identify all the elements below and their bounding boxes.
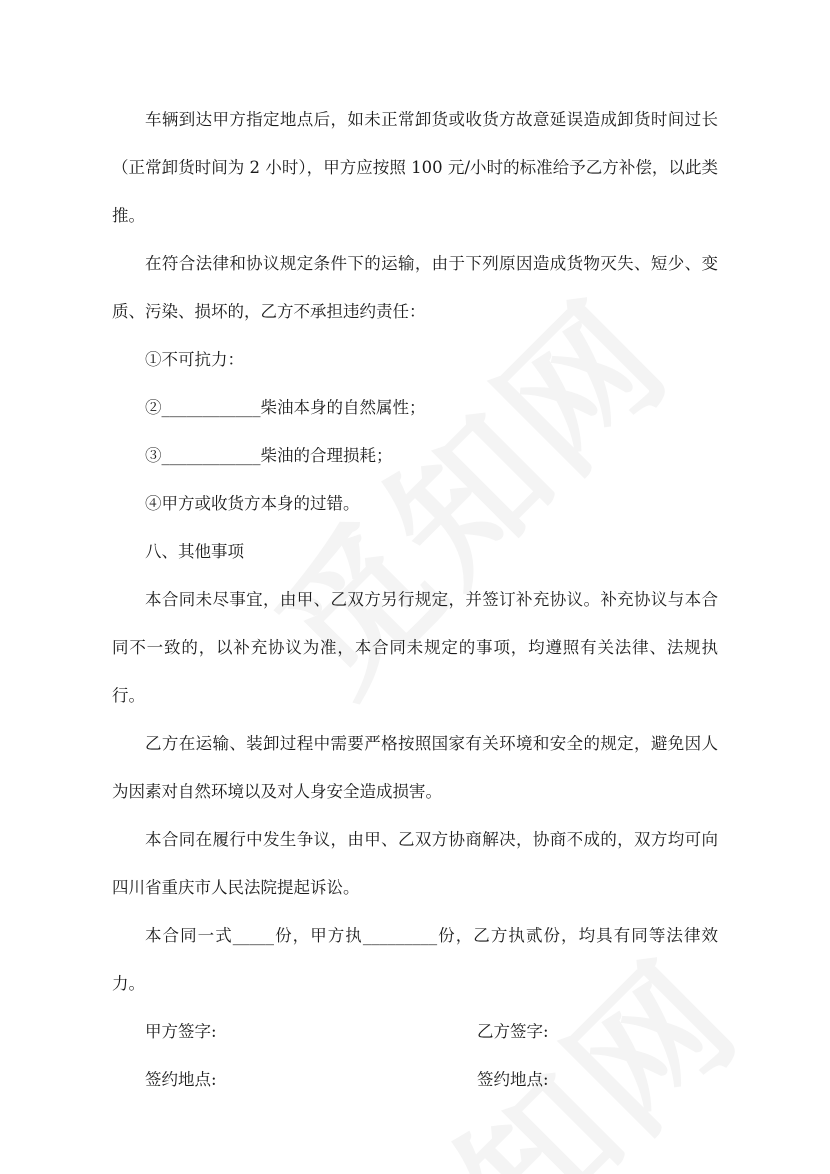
party-b-signature-label: 乙方签字: xyxy=(477,1022,549,1041)
exemption-item-4: ④甲方或收货方本身的过错。 xyxy=(145,494,360,513)
exemption-item-2: ②____________柴油本身的自然属性； xyxy=(145,398,426,417)
section-heading-other-matters: 八、其他事项 xyxy=(145,542,244,561)
document-body xyxy=(112,96,718,1104)
exemption-item-3: ③____________柴油的合理损耗； xyxy=(145,446,393,465)
exemption-item-1: ①不可抗力： xyxy=(145,350,244,369)
party-a-signature-label: 甲方签字: xyxy=(145,1022,217,1041)
paragraph-environment-safety: 乙方在运输、装卸过程中需要严格按照国家有关环境和安全的规定，避免因人为因素对自然环境以及对人身安全造成损害。 xyxy=(112,734,718,801)
paragraph-unloading-delay: 车辆到达甲方指定地点后，如未正常卸货或收货方故意延误造成卸货时间过长（正常卸货时间为 2 小时），甲方应按照 100 元/小时的标准给予乙方补偿，以此类推。 xyxy=(112,110,718,225)
signature-row xyxy=(112,1008,718,1056)
party-a-signing-place-label: 签约地点: xyxy=(145,1070,217,1089)
signing-place-row xyxy=(112,1056,718,1104)
paragraph-supplementary-agreement: 本合同未尽事宜，由甲、乙双方另行规定，并签订补充协议。补充协议与本合同不一致的，以补充协议为准，本合同未规定的事项，均遵照有关法律、法规执行。 xyxy=(112,590,718,705)
paragraph-exemption-intro: 在符合法律和协议规定条件下的运输，由于下列原因造成货物灭失、短少、变质、污染、损坏的，乙方不承担违约责任： xyxy=(112,254,718,321)
paragraph-dispute-resolution: 本合同在履行中发生争议，由甲、乙双方协商解决，协商不成的，双方均可向四川省重庆市人民法院提起诉讼。 xyxy=(112,830,718,897)
party-b-signing-place-label: 签约地点: xyxy=(477,1070,549,1089)
paragraph-copies: 本合同一式_____份，甲方执_________份，乙方执贰份，均具有同等法律效力。 xyxy=(112,926,718,993)
